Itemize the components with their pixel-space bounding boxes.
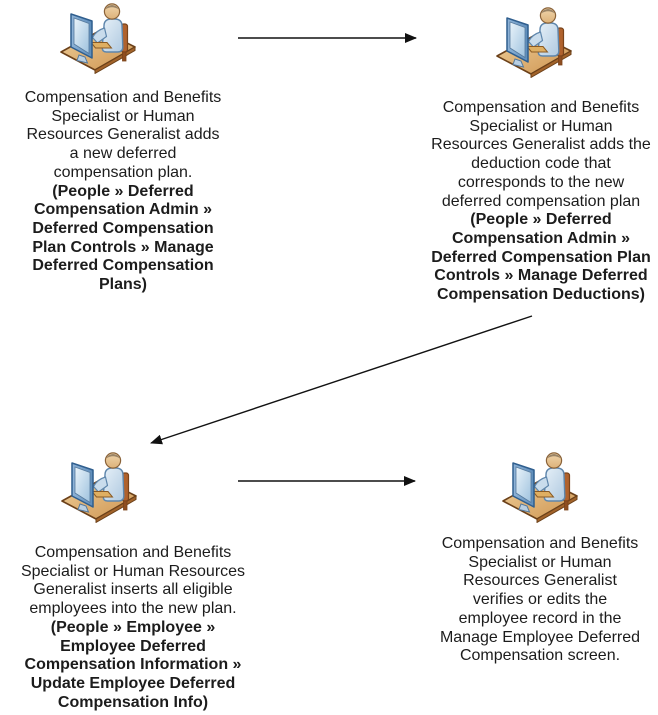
node-text-line: Plans): [98, 276, 147, 294]
node-text-line: employee record in the: [458, 609, 622, 627]
node-text-line: Resources Generalist adds the: [431, 136, 651, 154]
node-text-line: Specialist or Human: [469, 117, 613, 135]
node-text-line: Compensation Deductions): [436, 286, 645, 304]
node-text-line: Compensation and Benefits: [442, 99, 640, 116]
node-text-line: Deferred Compensation: [32, 219, 214, 237]
node-text-line: Compensation screen.: [459, 647, 621, 665]
node-text-line: Compensation Information »: [24, 656, 242, 674]
node-text-line: Update Employee Deferred: [30, 674, 236, 692]
node-text-line: Specialist or Human: [51, 107, 195, 125]
node-text-line: corresponds to the new: [457, 173, 625, 191]
node-text-line: deferred compensation plan: [441, 192, 641, 210]
step-description-create-plan: [3, 89, 243, 295]
node-text-line: (People » Deferred: [470, 211, 612, 229]
node-text-line: Plan Controls » Manage: [32, 238, 214, 256]
node-text-line: Resources Generalist: [463, 572, 617, 590]
node-text-line: Compensation Admin »: [33, 201, 213, 219]
node-text-line: Specialist or Human Resources: [20, 562, 246, 580]
node-text-line: employees into the new plan.: [29, 600, 237, 618]
step-description-verify-employee-record: [420, 535, 658, 666]
node-text-line: (People » Employee »: [50, 618, 216, 636]
step-description-add-deduction-code: [421, 99, 658, 305]
node-text-line: Controls » Manage Deferred: [434, 267, 648, 285]
node-text-line: Manage Employee Deferred: [439, 628, 641, 646]
node-text-line: (People » Deferred: [52, 182, 194, 200]
node-text-line: Compensation and Benefits: [24, 89, 222, 106]
step-description-insert-employees: [13, 544, 253, 712]
person-at-computer-icon: [494, 6, 574, 80]
node-text-line: Resources Generalist adds: [26, 126, 220, 144]
node-text-line: Deferred Compensation: [32, 257, 214, 275]
arrow-add-deduction-to-insert-employees: [151, 316, 532, 443]
person-at-computer-icon: [59, 451, 139, 525]
node-text-line: Generalist inserts all eligible: [33, 581, 233, 599]
node-text-line: Compensation Admin »: [451, 229, 631, 247]
node-text-line: verifies or edits the: [472, 591, 608, 609]
node-text-line: Deferred Compensation Plan: [431, 248, 651, 266]
node-text-line: Specialist or Human: [468, 553, 612, 571]
person-at-computer-icon: [58, 2, 138, 76]
person-at-computer-icon: [500, 451, 580, 525]
node-text-line: Employee Deferred: [60, 637, 206, 655]
node-text-line: deduction code that: [471, 155, 611, 173]
node-text-line: a new deferred: [69, 145, 177, 163]
node-text-line: Compensation and Benefits: [34, 544, 232, 561]
node-text-line: compensation plan.: [53, 163, 193, 181]
node-text-line: Compensation Info): [57, 693, 209, 711]
node-text-line: Compensation and Benefits: [441, 535, 639, 552]
